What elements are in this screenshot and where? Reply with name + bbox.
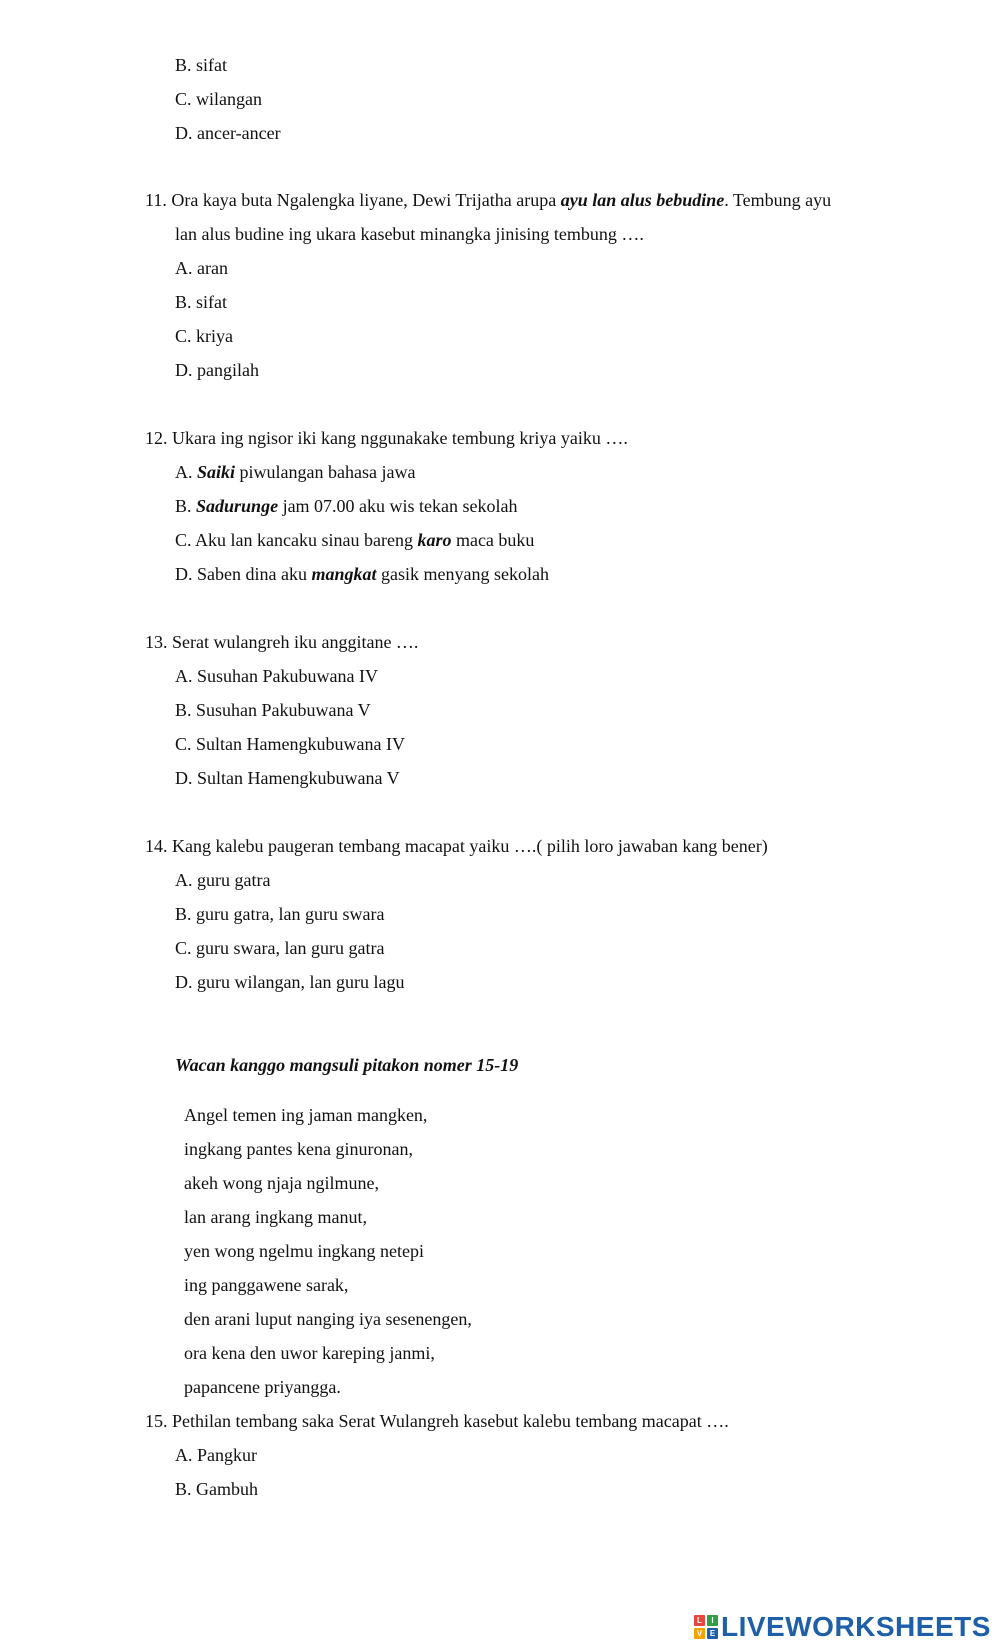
reading-heading: Wacan kanggo mangsuli pitakon nomer 15-19: [175, 1055, 519, 1075]
poem-line: ingkang pantes kena ginuronan,: [184, 1139, 413, 1159]
poem-line: ing panggawene sarak,: [184, 1275, 349, 1295]
logo-letter: E: [707, 1628, 718, 1639]
option-a: A. Saiki piwulangan bahasa jawa: [175, 462, 416, 482]
logo-letter: L: [694, 1615, 705, 1626]
logo-icon: [694, 1615, 718, 1639]
logo-letter: I: [707, 1615, 718, 1626]
question-11-stem-cont: lan alus budine ing ukara kasebut minangka jinising tembung ….: [175, 224, 644, 244]
question-14-stem: 14. Kang kalebu paugeran tembang macapat yaiku ….( pilih loro jawaban kang bener): [145, 836, 768, 856]
poem-line: Angel temen ing jaman mangken,: [184, 1105, 428, 1125]
brand-name: LIVEWORKSHEETS: [721, 1611, 991, 1642]
poem-line: lan arang ingkang manut,: [184, 1207, 367, 1227]
option-d: D. ancer-ancer: [175, 123, 281, 143]
option-b: B. Sadurunge jam 07.00 aku wis tekan sekolah: [175, 496, 518, 516]
option-a: A. aran: [175, 258, 228, 278]
option-c: C. wilangan: [175, 89, 262, 109]
option-a: A. Susuhan Pakubuwana IV: [175, 666, 378, 686]
emphasis: karo: [417, 530, 452, 550]
emphasis: Saiki: [197, 462, 236, 482]
logo-letter: V: [694, 1628, 705, 1639]
question-13-stem: 13. Serat wulangreh iku anggitane ….: [145, 632, 419, 652]
option-b: B. sifat: [175, 55, 227, 75]
poem-line: yen wong ngelmu ingkang netepi: [184, 1241, 424, 1261]
poem-line: ora kena den uwor kareping janmi,: [184, 1343, 435, 1363]
option-d: D. pangilah: [175, 360, 259, 380]
poem-line: den arani luput nanging iya sesenengen,: [184, 1309, 472, 1329]
option-b: B. Gambuh: [175, 1479, 258, 1499]
liveworksheets-logo: [694, 1612, 991, 1642]
option-b: B. sifat: [175, 292, 227, 312]
poem-line: akeh wong njaja ngilmune,: [184, 1173, 379, 1193]
question-15-stem: 15. Pethilan tembang saka Serat Wulangreh kasebut kalebu tembang macapat ….: [145, 1411, 729, 1431]
poem-line: papancene priyangga.: [184, 1377, 341, 1397]
option-a: A. Pangkur: [175, 1445, 257, 1465]
option-b: B. guru gatra, lan guru swara: [175, 904, 385, 924]
emphasis: mangkat: [311, 564, 377, 584]
option-b: B. Susuhan Pakubuwana V: [175, 700, 371, 720]
option-d: D. Saben dina aku mangkat gasik menyang sekolah: [175, 564, 549, 584]
question-12-stem: 12. Ukara ing ngisor iki kang nggunakake tembung kriya yaiku ….: [145, 428, 628, 448]
option-a: A. guru gatra: [175, 870, 271, 890]
option-c: C. guru swara, lan guru gatra: [175, 938, 385, 958]
question-11-stem: 11. Ora kaya buta Ngalengka liyane, Dewi Trijatha arupa ayu lan alus bebudine. Tembung ayu: [145, 190, 832, 210]
option-c: C. Aku lan kancaku sinau bareng karo maca buku: [175, 530, 535, 550]
option-c: C. kriya: [175, 326, 233, 346]
option-d: D. guru wilangan, lan guru lagu: [175, 972, 405, 992]
option-c: C. Sultan Hamengkubuwana IV: [175, 734, 405, 754]
emphasis: ayu lan alus bebudine: [560, 190, 725, 210]
emphasis: Sadurunge: [196, 496, 279, 516]
option-d: D. Sultan Hamengkubuwana V: [175, 768, 400, 788]
